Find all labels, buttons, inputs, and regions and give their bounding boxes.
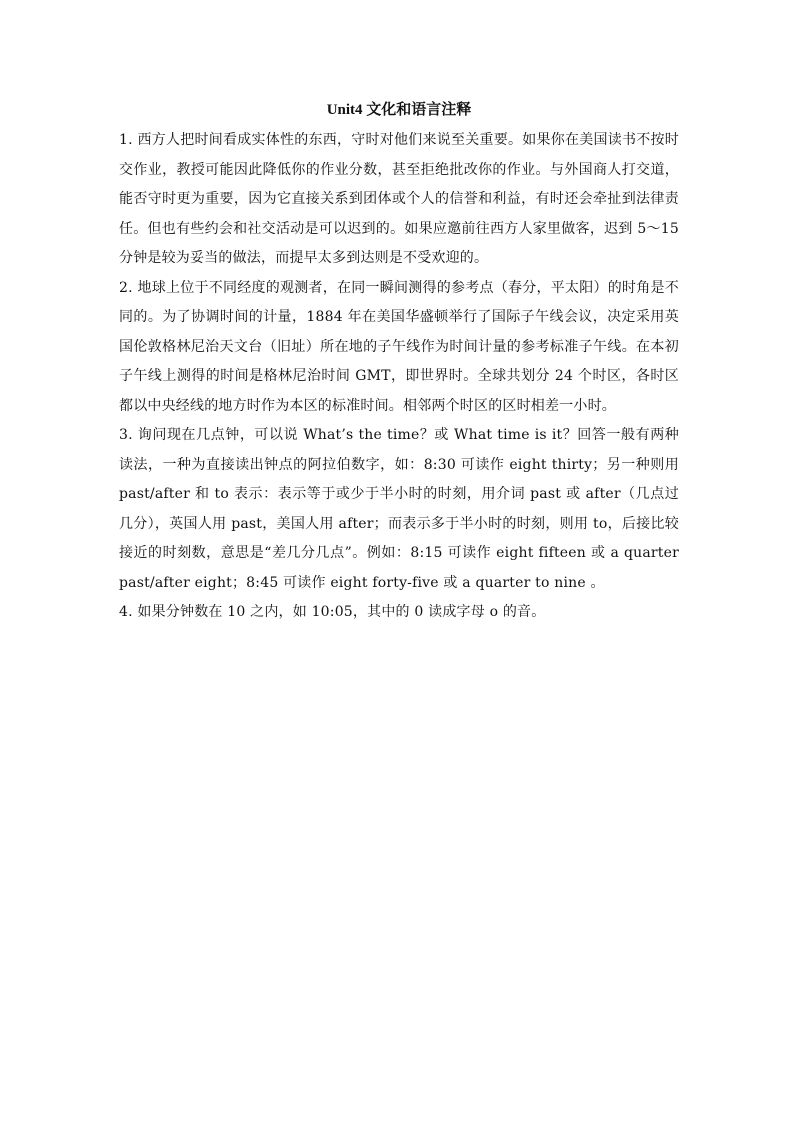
note-paragraph-1: 1. 西方人把时间看成实体性的东西，守时对他们来说至关重要。如果你在美国读书不按时交作业，教授可能因此降低你的作业分数，甚至拒绝批改你的作业。与外国商人打交道，能否守时更为重要，因为它直接关系到团体或个人的信誉和利益，有时还会牵扯到法律责任。但也有些约会和社交活动是可以迟到的。如果应邀前往西方人家里做客，迟到 5～15 分钟是较为妥当的做法，而提早太多到达则是不受欢迎的。 xyxy=(119,132,679,266)
note-paragraph-4: 4. 如果分钟数在 10 之内，如 10:05，其中的 0 读成字母 o 的音。 xyxy=(119,604,546,620)
document-body xyxy=(119,100,679,628)
note-paragraph-2: 2. 地球上位于不同经度的观测者，在同一瞬间测得的参考点（春分，平太阳）的时角是不同的。为了协调时间的计量，1884 年在美国华盛顿举行了国际子午线会议，决定采用英国伦敦格林尼治天文台（旧址）所在地的子午线作为时间计量的参考标准子午线。在本初子午线上测得的时间是格林尼治时间 GMT，即世界时。全球共划分 24 个时区，各时区都以中央经线的地方时作为本区的标准时间。相邻两个时区的区时相差一小时。 xyxy=(119,279,679,414)
document-title: Unit4 文化和语言注释 xyxy=(326,102,472,118)
note-paragraph-3: 3. 询问现在几点钟，可以说 What’s the time？或 What time is it？回答一般有两种读法，一种为直接读出钟点的阿拉伯数字，如：8:30 可读作 eight thirty；另一种则用 past/after 和 to 表示：表示等于或少于半小时的时刻，用介词 past 或 after（几点过几分），英国人用 past，美国人用 after；而表示多于半小时的时刻，则用 to，后接比较接近的时刻数，意思是“差几分几点”。例如：8:15 可读作 eight fifteen 或 a quarter past/after eight；8:45 可读作 eight forty-five 或 a quarter to nine 。 xyxy=(119,427,679,591)
